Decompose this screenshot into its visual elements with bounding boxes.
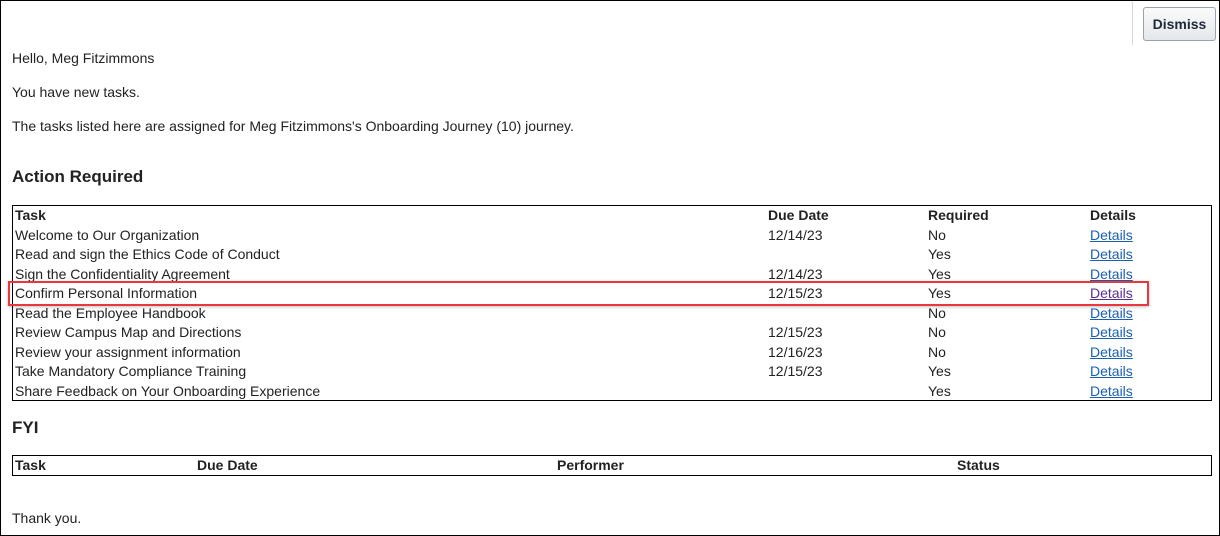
dismiss-button[interactable]: Dismiss <box>1143 7 1216 41</box>
task-name: Read and sign the Ethics Code of Conduct <box>15 246 280 262</box>
column-header-task: Task <box>15 207 46 223</box>
due-date: 12/15/23 <box>768 363 823 379</box>
table-row <box>13 343 1211 363</box>
due-date: 12/15/23 <box>768 324 823 340</box>
due-date: 12/15/23 <box>768 285 823 301</box>
table-row <box>13 245 1211 265</box>
greeting-text: Hello, Meg Fitzimmons <box>12 50 155 66</box>
task-name: Sign the Confidentiality Agreement <box>15 265 230 282</box>
required-value: No <box>928 226 946 243</box>
table-row <box>13 265 1211 285</box>
action-required-heading: Action Required <box>12 167 144 186</box>
required-value: Yes <box>928 363 951 379</box>
required-value: Yes <box>928 246 951 262</box>
fyi-heading: FYI <box>12 418 39 437</box>
details-link[interactable]: Details <box>1090 285 1133 301</box>
task-name: Take Mandatory Compliance Training <box>15 363 247 379</box>
details-link[interactable]: Details <box>1090 382 1133 399</box>
due-date: 12/14/23 <box>768 226 823 243</box>
table-row <box>13 382 1211 402</box>
table-row <box>13 226 1211 246</box>
details-link[interactable]: Details <box>1090 304 1133 321</box>
details-link[interactable]: Details <box>1090 363 1133 379</box>
task-name: Review Campus Map and Directions <box>15 324 242 340</box>
column-header-required: Required <box>928 207 989 223</box>
task-name: Read the Employee Handbook <box>15 304 206 321</box>
column-header-performer: Performer <box>557 457 624 473</box>
task-name: Confirm Personal Information <box>15 285 198 301</box>
toolbar-divider <box>1132 2 1133 45</box>
details-link[interactable]: Details <box>1090 265 1133 282</box>
closing-text: Thank you. <box>12 510 82 526</box>
task-name: Welcome to Our Organization <box>15 226 200 243</box>
column-header-due-date: Due Date <box>768 207 829 223</box>
required-value: Yes <box>928 382 951 399</box>
column-header-details: Details <box>1090 207 1136 223</box>
details-link[interactable]: Details <box>1090 226 1133 243</box>
table-row <box>13 304 1211 324</box>
required-value: Yes <box>928 285 951 301</box>
details-link[interactable]: Details <box>1090 246 1133 262</box>
column-header-due-date: Due Date <box>197 457 258 473</box>
column-header-task: Task <box>15 457 46 473</box>
required-value: No <box>928 324 946 340</box>
details-link[interactable]: Details <box>1090 324 1133 340</box>
table-header-row <box>13 456 1211 476</box>
column-header-status: Status <box>957 457 1000 473</box>
required-value: No <box>928 343 946 360</box>
table-header-row <box>13 206 1211 226</box>
required-value: Yes <box>928 265 951 282</box>
fyi-table <box>12 455 1212 476</box>
table-row-highlighted <box>13 284 1211 304</box>
action-required-table <box>12 205 1212 401</box>
due-date: 12/14/23 <box>768 265 823 282</box>
task-name: Review your assignment information <box>15 343 241 360</box>
table-row <box>13 323 1211 343</box>
task-name: Share Feedback on Your Onboarding Experience <box>15 382 321 399</box>
due-date: 12/16/23 <box>768 343 823 360</box>
details-link[interactable]: Details <box>1090 343 1133 360</box>
table-row <box>13 362 1211 382</box>
required-value: No <box>928 304 946 321</box>
intro-text: You have new tasks. <box>12 84 140 100</box>
assignment-text: The tasks listed here are assigned for Meg Fitzimmons's Onboarding Journey (10) journey. <box>12 118 574 134</box>
